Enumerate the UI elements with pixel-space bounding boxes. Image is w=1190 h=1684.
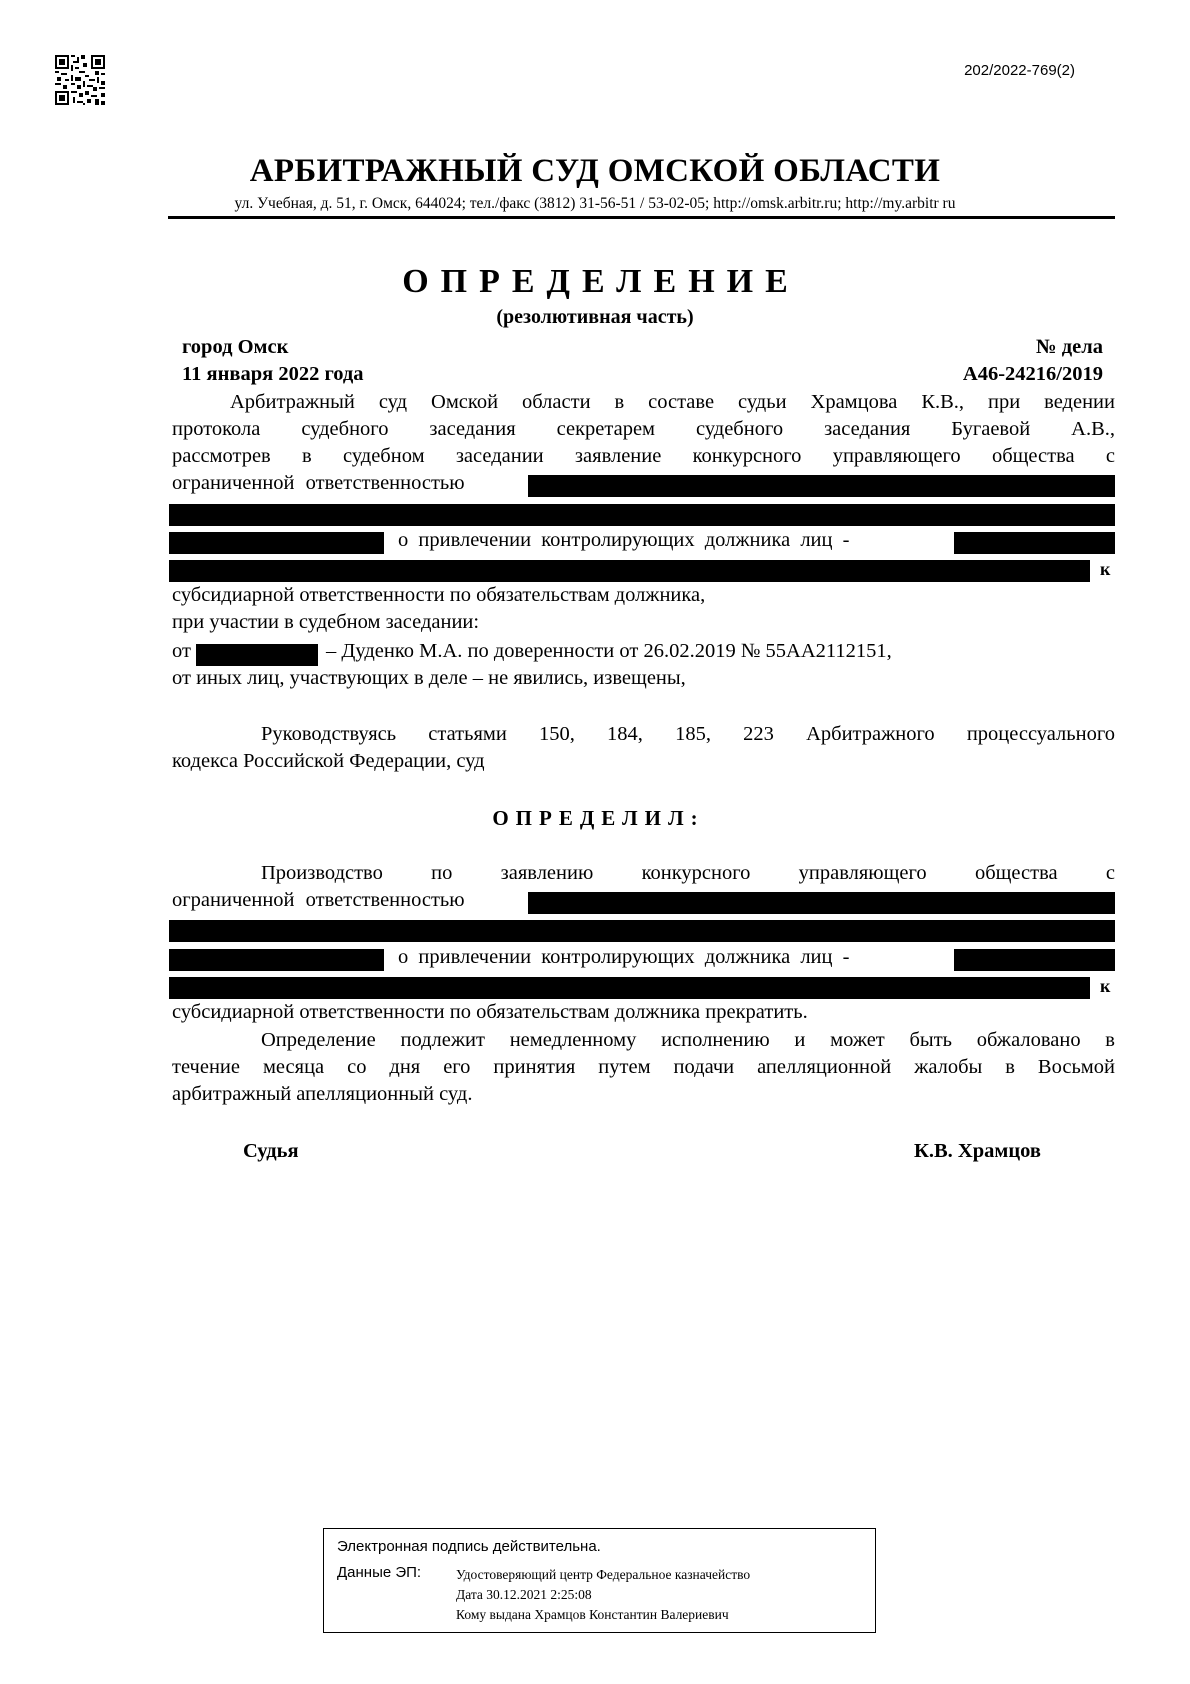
redaction-block xyxy=(169,560,1090,582)
intro-line-4: ограниченной ответственностью xyxy=(172,472,465,494)
date: 11 января 2022 года xyxy=(182,363,364,385)
intro-line-2: протокола судебного заседания секретарем судебного заседания Бугаевой А.В., xyxy=(172,418,1115,440)
ruling-line-7: Определение подлежит немедленному исполнению и может быть обжаловано в xyxy=(261,1029,1115,1051)
e-signature-date: Дата 30.12.2021 2:25:08 xyxy=(456,1587,592,1602)
city: город Омск xyxy=(182,336,289,358)
intro-line-10-start: от xyxy=(172,640,191,662)
ruling-line-2: ограниченной ответственностью xyxy=(172,889,465,911)
guided-line-2: кодекса Российской Федерации, суд xyxy=(172,750,485,772)
redaction-block xyxy=(169,920,1115,942)
redaction-block xyxy=(196,644,318,666)
document-title: ОПРЕДЕЛЕНИЕ xyxy=(402,263,800,300)
intro-line-8: субсидиарной ответственности по обязательствам должника, xyxy=(172,584,706,606)
ruling-line-5-end: к xyxy=(1100,976,1111,996)
redaction-block xyxy=(954,949,1115,971)
guided-line-1: Руководствуясь статьями 150, 184, 185, 223 Арбитражного процессуального xyxy=(261,723,1115,745)
case-number: А46-24216/2019 xyxy=(962,363,1103,385)
decided-heading: ОПРЕДЕЛИЛ: xyxy=(492,806,705,830)
intro-line-3: рассмотрев в судебном заседании заявление конкурсного управляющего общества с xyxy=(172,445,1115,467)
court-name: АРБИТРАЖНЫЙ СУД ОМСКОЙ ОБЛАСТИ xyxy=(249,153,941,189)
ruling-line-1: Производство по заявлению конкурсного управляющего общества с xyxy=(261,862,1115,884)
document-number: 202/2022-769(2) xyxy=(964,62,1075,79)
intro-line-9: при участии в судебном заседании: xyxy=(172,611,480,633)
qr-code-icon xyxy=(55,55,105,105)
e-signature-box xyxy=(323,1528,876,1633)
header-divider xyxy=(168,216,1115,219)
redaction-block xyxy=(169,977,1090,999)
court-address: ул. Учебная, д. 51, г. Омск, 644024; тел./факс (3812) 31-56-51 / 53-02-05; http://omsk.arbitr.ru; http://my.arbitr ru xyxy=(234,195,956,212)
intro-line-10-rest: – Дуденко М.А. по доверенности от 26.02.2019 № 55АА2112151, xyxy=(326,640,892,662)
redaction-block xyxy=(528,475,1115,497)
ruling-line-4: о привлечении контролирующих должника лиц - xyxy=(398,946,850,968)
redaction-block xyxy=(169,532,384,554)
judge-name: К.В. Храмцов xyxy=(914,1140,1041,1162)
redaction-block xyxy=(169,504,1115,526)
intro-line-1: Арбитражный суд Омской области в составе судьи Храмцова К.В., при ведении xyxy=(230,391,1115,413)
intro-line-7-end: к xyxy=(1100,559,1111,579)
judge-role: Судья xyxy=(243,1140,299,1162)
intro-line-6: о привлечении контролирующих должника лиц - xyxy=(398,529,850,551)
e-signature-issued-to: Кому выдана Храмцов Константин Валериевич xyxy=(456,1607,729,1622)
e-signature-data-label: Данные ЭП: xyxy=(337,1564,422,1581)
redaction-block xyxy=(169,949,384,971)
e-signature-issuer: Удостоверяющий центр Федеральное казначейство xyxy=(456,1567,751,1582)
case-label: № дела xyxy=(1036,336,1103,358)
ruling-line-9: арбитражный апелляционный суд. xyxy=(172,1083,473,1105)
document-subtitle: (резолютивная часть) xyxy=(496,306,694,328)
ruling-line-8: течение месяца со дня его принятия путем подачи апелляционной жалобы в Восьмой xyxy=(172,1056,1115,1078)
ruling-line-6: субсидиарной ответственности по обязательствам должника прекратить. xyxy=(172,1001,808,1023)
redaction-block xyxy=(954,532,1115,554)
intro-line-11: от иных лиц, участвующих в деле – не явились, извещены, xyxy=(172,667,686,689)
redaction-block xyxy=(528,892,1115,914)
e-signature-valid: Электронная подпись действительна. xyxy=(337,1538,601,1555)
